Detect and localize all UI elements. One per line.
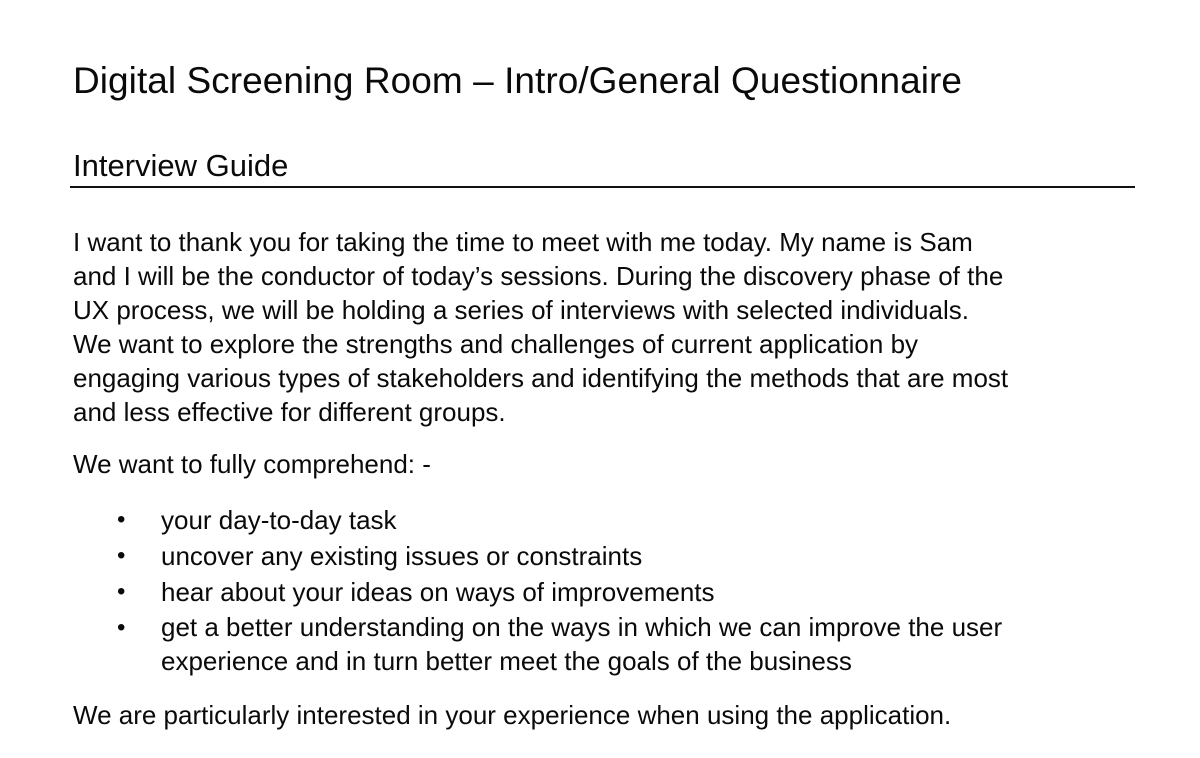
- intro-line: and less effective for different groups.: [73, 397, 506, 427]
- bullet-icon: •: [117, 578, 126, 605]
- section-heading: Interview Guide: [73, 148, 289, 183]
- list-item-text: your day-to-day task: [161, 505, 397, 535]
- intro-paragraph: [73, 225, 1153, 429]
- heading-underline-rule: [70, 186, 1135, 188]
- goals-bullet-list: [0, 502, 1002, 678]
- intro-line: UX process, we will be holding a series of interviews with selected individuals.: [73, 295, 969, 325]
- closing-sentence: We are particularly interested in your experience when using the application.: [73, 700, 952, 730]
- lead-in-sentence: We want to fully comprehend: -: [73, 449, 431, 479]
- bullet-icon: •: [117, 614, 126, 641]
- list-item-text: hear about your ideas on ways of improvements: [161, 577, 715, 607]
- list-item: [0, 502, 1002, 538]
- intro-line: I want to thank you for taking the time to meet with me today. My name is Sam: [73, 227, 973, 257]
- list-item: [0, 538, 1002, 574]
- list-item-text: get a better understanding on the ways in which we can improve the user: [161, 612, 1003, 642]
- list-item: [0, 610, 1002, 678]
- intro-line: and I will be the conductor of today’s sessions. During the discovery phase of the: [73, 261, 1004, 291]
- list-item-text-continued: experience and in turn better meet the goals of the business: [161, 646, 852, 676]
- bullet-icon: •: [117, 506, 126, 533]
- list-item: [0, 574, 1002, 610]
- intro-line: We want to explore the strengths and challenges of current application by: [73, 329, 919, 359]
- document-title: Digital Screening Room – Intro/General Questionnaire: [73, 60, 963, 101]
- list-item-text: uncover any existing issues or constraints: [161, 541, 643, 571]
- intro-line: engaging various types of stakeholders and identifying the methods that are most: [73, 363, 1009, 393]
- bullet-icon: •: [117, 542, 126, 569]
